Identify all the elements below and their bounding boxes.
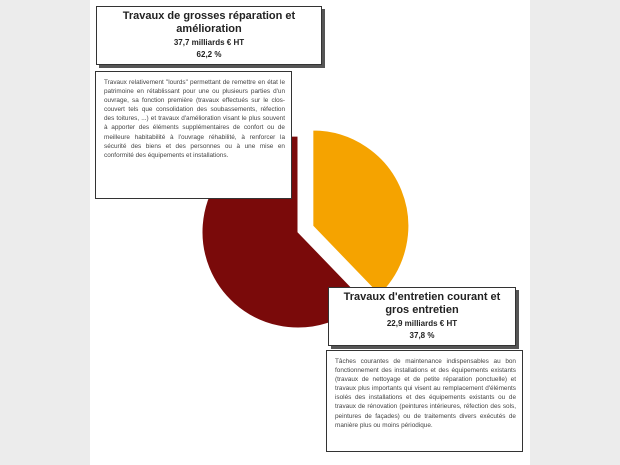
slice-2-title: Travaux d'entretien courant et gros entretien (343, 291, 501, 316)
description-box-grosses-reparations (95, 71, 292, 199)
slice-2-value: 22,9 milliards € HT (386, 319, 458, 328)
label-box-entretien (328, 287, 516, 346)
slice-1-title: Travaux de grosses réparation et amélioration (122, 10, 296, 35)
slice-2-description: Tâches courantes de maintenance indispensables au bon fonctionnement des installations et des équipements existants (travaux de nettoyage et de petite réparation ponctuelle) et travaux plus importants qui visent au remplacement d'éléments isolés des installations et des équipements existants ou de travaux de rénovation (peintures intérieures, réfection des sols, peintures de façades) ou de traitements divers exécutés de manière plus ou moins périodique. (335, 358, 516, 429)
chart-panel (90, 0, 530, 465)
label-box-grosses-reparations (96, 6, 322, 65)
slice-1-description: Travaux relativement "lourds" permettant de remettre en état le patrimoine en rétablissant pour une ou plusieurs parties d'un ouvrage, sa fonction première (travaux effectués sur le clos-couvert tels que consolidation des soubassements, réfection des toitures, ...) et travaux d'amélioration visant le plus souvent à apporter des éléments supplémentaires de confort ou de meilleure habitabilité à l'ouvrage réhabilité, à renforcer la sécurité des biens et des personnes ou à une mise en conformité des équipements et installations. (104, 79, 285, 159)
slice-1-percent: 62,2 % (196, 50, 222, 59)
slice-1-value: 37,7 milliards € HT (173, 38, 245, 47)
description-box-entretien (326, 350, 523, 452)
slice-2-percent: 37,8 % (409, 331, 435, 340)
